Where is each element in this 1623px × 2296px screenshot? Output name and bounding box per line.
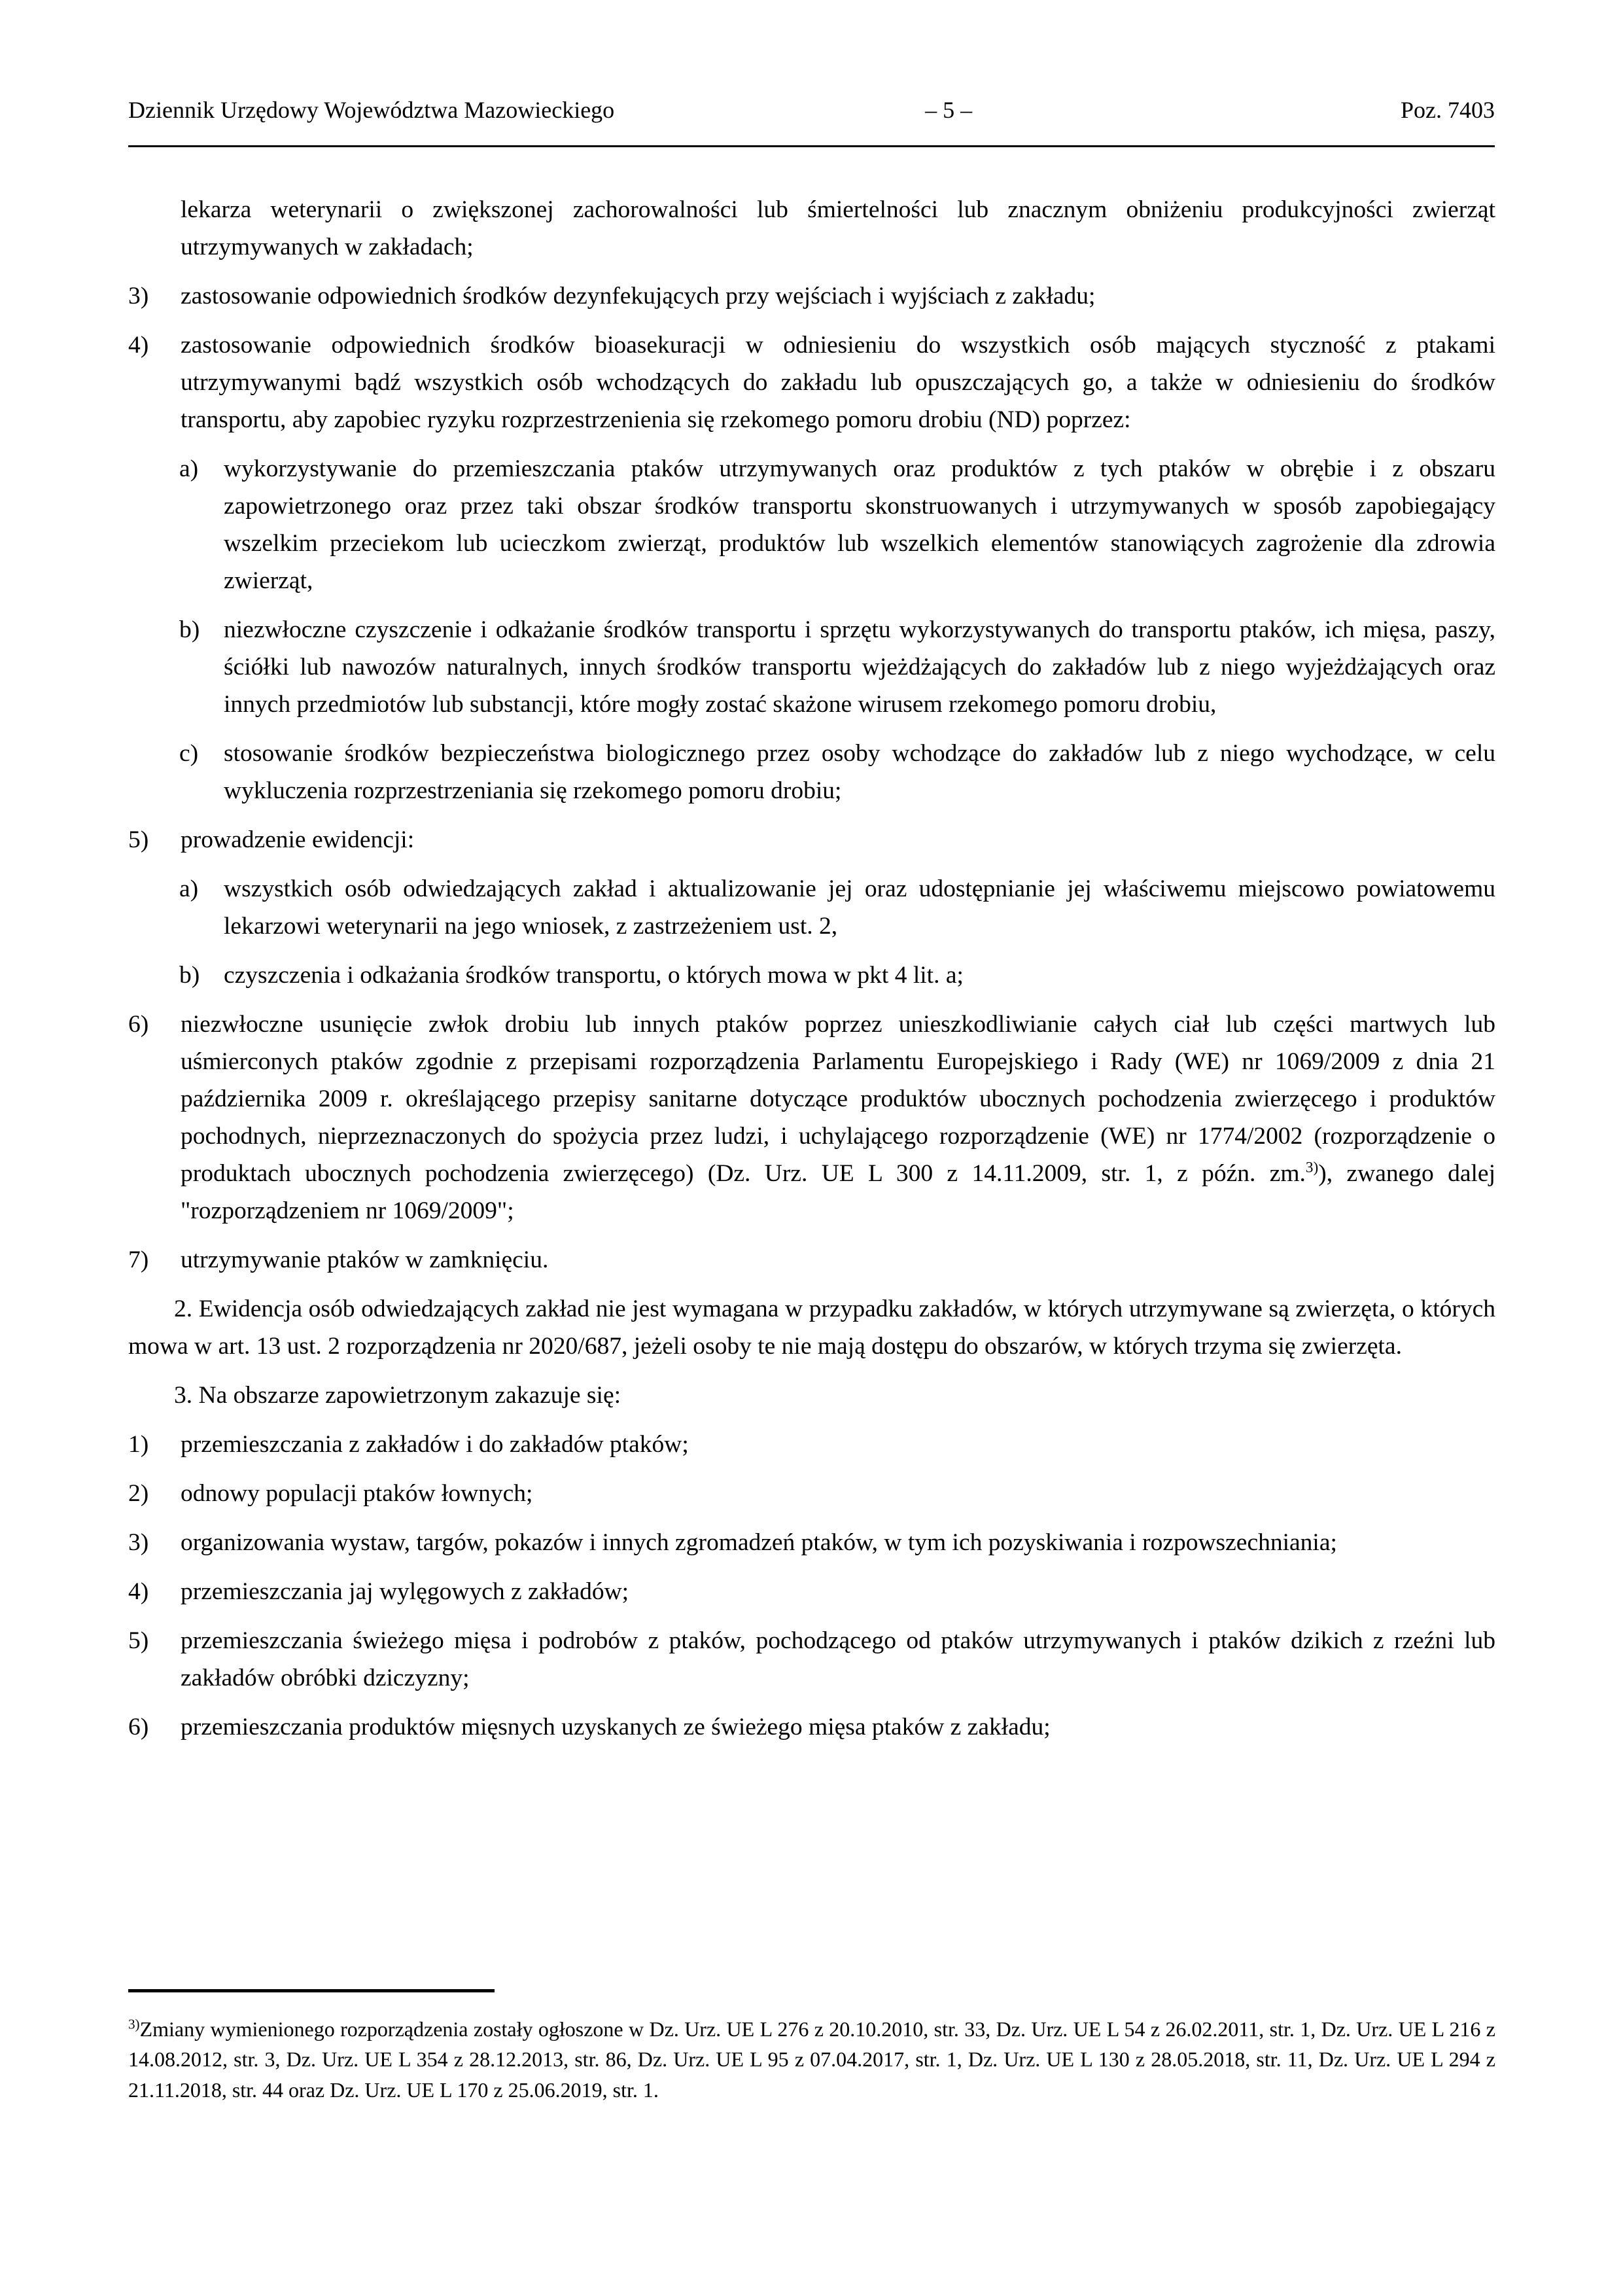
- list-item-text: prowadzenie ewidencji:: [181, 826, 415, 853]
- sub-list-item: [128, 735, 1495, 809]
- sub-list-marker: a): [179, 455, 199, 482]
- list-marker: 4): [128, 1578, 149, 1605]
- document-body: [128, 191, 1495, 1746]
- sub-list-item-text: wykorzystywanie do przemieszczania ptaków utrzymywanych oraz produktów z tych ptaków w obrębie i z obszaru zapowietrzonego oraz przez taki obszar środków transportu skonstruowanych i utrzymywanych w sposób zapobiegający wszelkim przeciekom lub ucieczkom zwierząt, produktów lub wszelkich elementów stanowiących zagrożenie dla zdrowia zwierząt,: [224, 455, 1495, 594]
- sub-list-item: [128, 870, 1495, 945]
- list-item-text: odnowy populacji ptaków łownych;: [181, 1480, 533, 1507]
- list-marker: 2): [128, 1480, 149, 1507]
- continuation-paragraph: lekarza weterynarii o zwiększonej zachorowalności lub śmiertelności lub znacznym obniżeniu produkcyjności zwierząt utrzymywanych w zakładach;: [181, 196, 1495, 260]
- sub-list-marker: b): [179, 962, 200, 989]
- list-marker: 5): [128, 1627, 149, 1654]
- list-item: [128, 821, 1495, 858]
- list-marker: 5): [128, 826, 149, 853]
- list-item-text: przemieszczania produktów mięsnych uzyskanych ze świeżego mięsa ptaków z zakładu;: [181, 1714, 1051, 1740]
- list-marker: 3): [128, 283, 149, 309]
- list-item: [128, 1573, 1495, 1610]
- list-marker: 6): [128, 1714, 149, 1740]
- list-item: [128, 1708, 1495, 1746]
- section-paragraph-2: 2. Ewidencja osób odwiedzających zakład nie jest wymagana w przypadku zakładów, w których utrzymywane są zwierzęta, o których mowa w art. 13 ust. 2 rozporządzenia nr 2020/687, jeżeli osoby te nie mają dostępu do obszarów, w których trzyma się zwierzęta.: [128, 1296, 1495, 1360]
- list-item-text: zastosowanie odpowiednich środków bioasekuracji w odniesieniu do wszystkich osób mających styczność z ptakami utrzymywanymi bądź wszystkich osób wchodzących do zakładu lub opuszczających go, a także w odniesieniu do środków transportu, aby zapobiec ryzyku rozprzestrzenienia się rzekomego pomoru drobiu (ND) poprzez:: [181, 332, 1495, 433]
- list-marker: 3): [128, 1529, 149, 1556]
- list-item: [128, 277, 1495, 315]
- list-marker: 7): [128, 1246, 149, 1273]
- list-item-text: przemieszczania jaj wylęgowych z zakładów;: [181, 1578, 629, 1605]
- sub-list-item: [128, 611, 1495, 723]
- footnote-block: [128, 2014, 1495, 2105]
- list-item: [128, 1426, 1495, 1463]
- page-number: – 5 –: [925, 97, 973, 123]
- list-item-text: przemieszczania świeżego mięsa i podrobów z ptaków, pochodzącego od ptaków utrzymywanych i ptaków dzikich z rzeźni lub zakładów obróbki dziczyzny;: [181, 1627, 1495, 1691]
- publication-title: Dziennik Urzędowy Województwa Mazowieckiego: [128, 97, 615, 123]
- list-item-with-footnote: [128, 1006, 1495, 1229]
- list-item-text-tail: ), zwanego dalej "rozporządzeniem nr 1069/2009";: [181, 1160, 1495, 1224]
- list-marker: 4): [128, 332, 149, 359]
- list-item-text: organizowania wystaw, targów, pokazów i innych zgromadzeń ptaków, w tym ich pozyskiwania i rozpowszechniania;: [181, 1529, 1337, 1556]
- footnote-divider: [128, 1989, 495, 1992]
- sub-list-item-text: wszystkich osób odwiedzających zakład i aktualizowanie jej oraz udostępnianie jej właściwemu miejscowo powiatowemu lekarzowi weterynarii na jego wniosek, z zastrzeżeniem ust. 2,: [224, 875, 1495, 940]
- list-item: [128, 1241, 1495, 1279]
- sub-list-item-text: stosowanie środków bezpieczeństwa biologicznego przez osoby wchodzące do zakładów lub z niego wychodzące, w celu wykluczenia rozprzestrzeniania się rzekomego pomoru drobiu;: [224, 740, 1495, 804]
- sub-list-marker: b): [179, 616, 200, 643]
- list-item-text: niezwłoczne usunięcie zwłok drobiu lub innych ptaków poprzez unieszkodliwianie całych ciał lub części martwych lub uśmierconych ptaków zgodnie z przepisami rozporządzenia Parlamentu Europejskiego i Rady (WE) nr 1069/2009 z dnia 21 października 2009 r. określającego przepisy sanitarne dotyczące produktów ubocznych pochodzenia zwierzęcego i produktów pochodnych, nieprzeznaczonych do spożycia przez ludzi, i uchylającego rozporządzenie (WE) nr 1774/2002 (rozporządzenie o produktach ubocznych pochodzenia zwierzęcego) (Dz. Urz. UE L 300 z 14.11.2009, str. 1, z późn. zm.: [181, 1011, 1495, 1187]
- list-item: [128, 327, 1495, 438]
- page-header: [128, 98, 1495, 122]
- list-marker: 1): [128, 1431, 149, 1458]
- footnote-text: Zmiany wymienionego rozporządzenia zostały ogłoszone w Dz. Urz. UE L 276 z 20.10.2010, str. 33, Dz. Urz. UE L 54 z 26.02.2011, str. 1, Dz. Urz. UE L 216 z 14.08.2012, str. 3, Dz. Urz. UE L 354 z 28.12.2013, str. 86, Dz. Urz. UE L 95 z 07.04.2017, str. 1, Dz. Urz. UE L 130 z 28.05.2018, str. 11, Dz. Urz. UE L 294 z 21.11.2018, str. 44 oraz Dz. Urz. UE L 170 z 25.06.2019, str. 1.: [128, 2017, 1495, 2102]
- list-item: [128, 1524, 1495, 1561]
- sub-list-marker: a): [179, 875, 199, 902]
- sub-list-marker: c): [179, 740, 199, 767]
- footnote-reference[interactable]: 3): [1305, 1159, 1319, 1176]
- section-paragraph-3: 3. Na obszarze zapowietrzonym zakazuje się:: [174, 1382, 621, 1409]
- list-marker: 6): [128, 1011, 149, 1038]
- header-divider: [128, 145, 1495, 147]
- sub-list-item-text: czyszczenia i odkażania środków transportu, o których mowa w pkt 4 lit. a;: [224, 962, 964, 989]
- sub-list-item: [128, 450, 1495, 599]
- sub-list-item: [128, 957, 1495, 994]
- footnote-number: 3): [128, 2016, 140, 2032]
- list-item-text: zastosowanie odpowiednich środków dezynfekujących przy wejściach i wyjściach z zakładu;: [181, 283, 1096, 309]
- list-item: [128, 1622, 1495, 1697]
- list-item-text: przemieszczania z zakładów i do zakładów ptaków;: [181, 1431, 689, 1458]
- list-item: [128, 1475, 1495, 1512]
- sub-list-item-text: niezwłoczne czyszczenie i odkażanie środków transportu i sprzętu wykorzystywanych do transportu ptaków, ich mięsa, paszy, ściółki lub nawozów naturalnych, innych środków transportu wjeżdżających do zakładów lub z niego wyjeżdżających oraz innych przedmiotów lub substancji, które mogły zostać skażone wirusem rzekomego pomoru drobiu,: [224, 616, 1495, 718]
- list-item-text: utrzymywanie ptaków w zamknięciu.: [181, 1246, 549, 1273]
- position-number: Poz. 7403: [1401, 97, 1495, 123]
